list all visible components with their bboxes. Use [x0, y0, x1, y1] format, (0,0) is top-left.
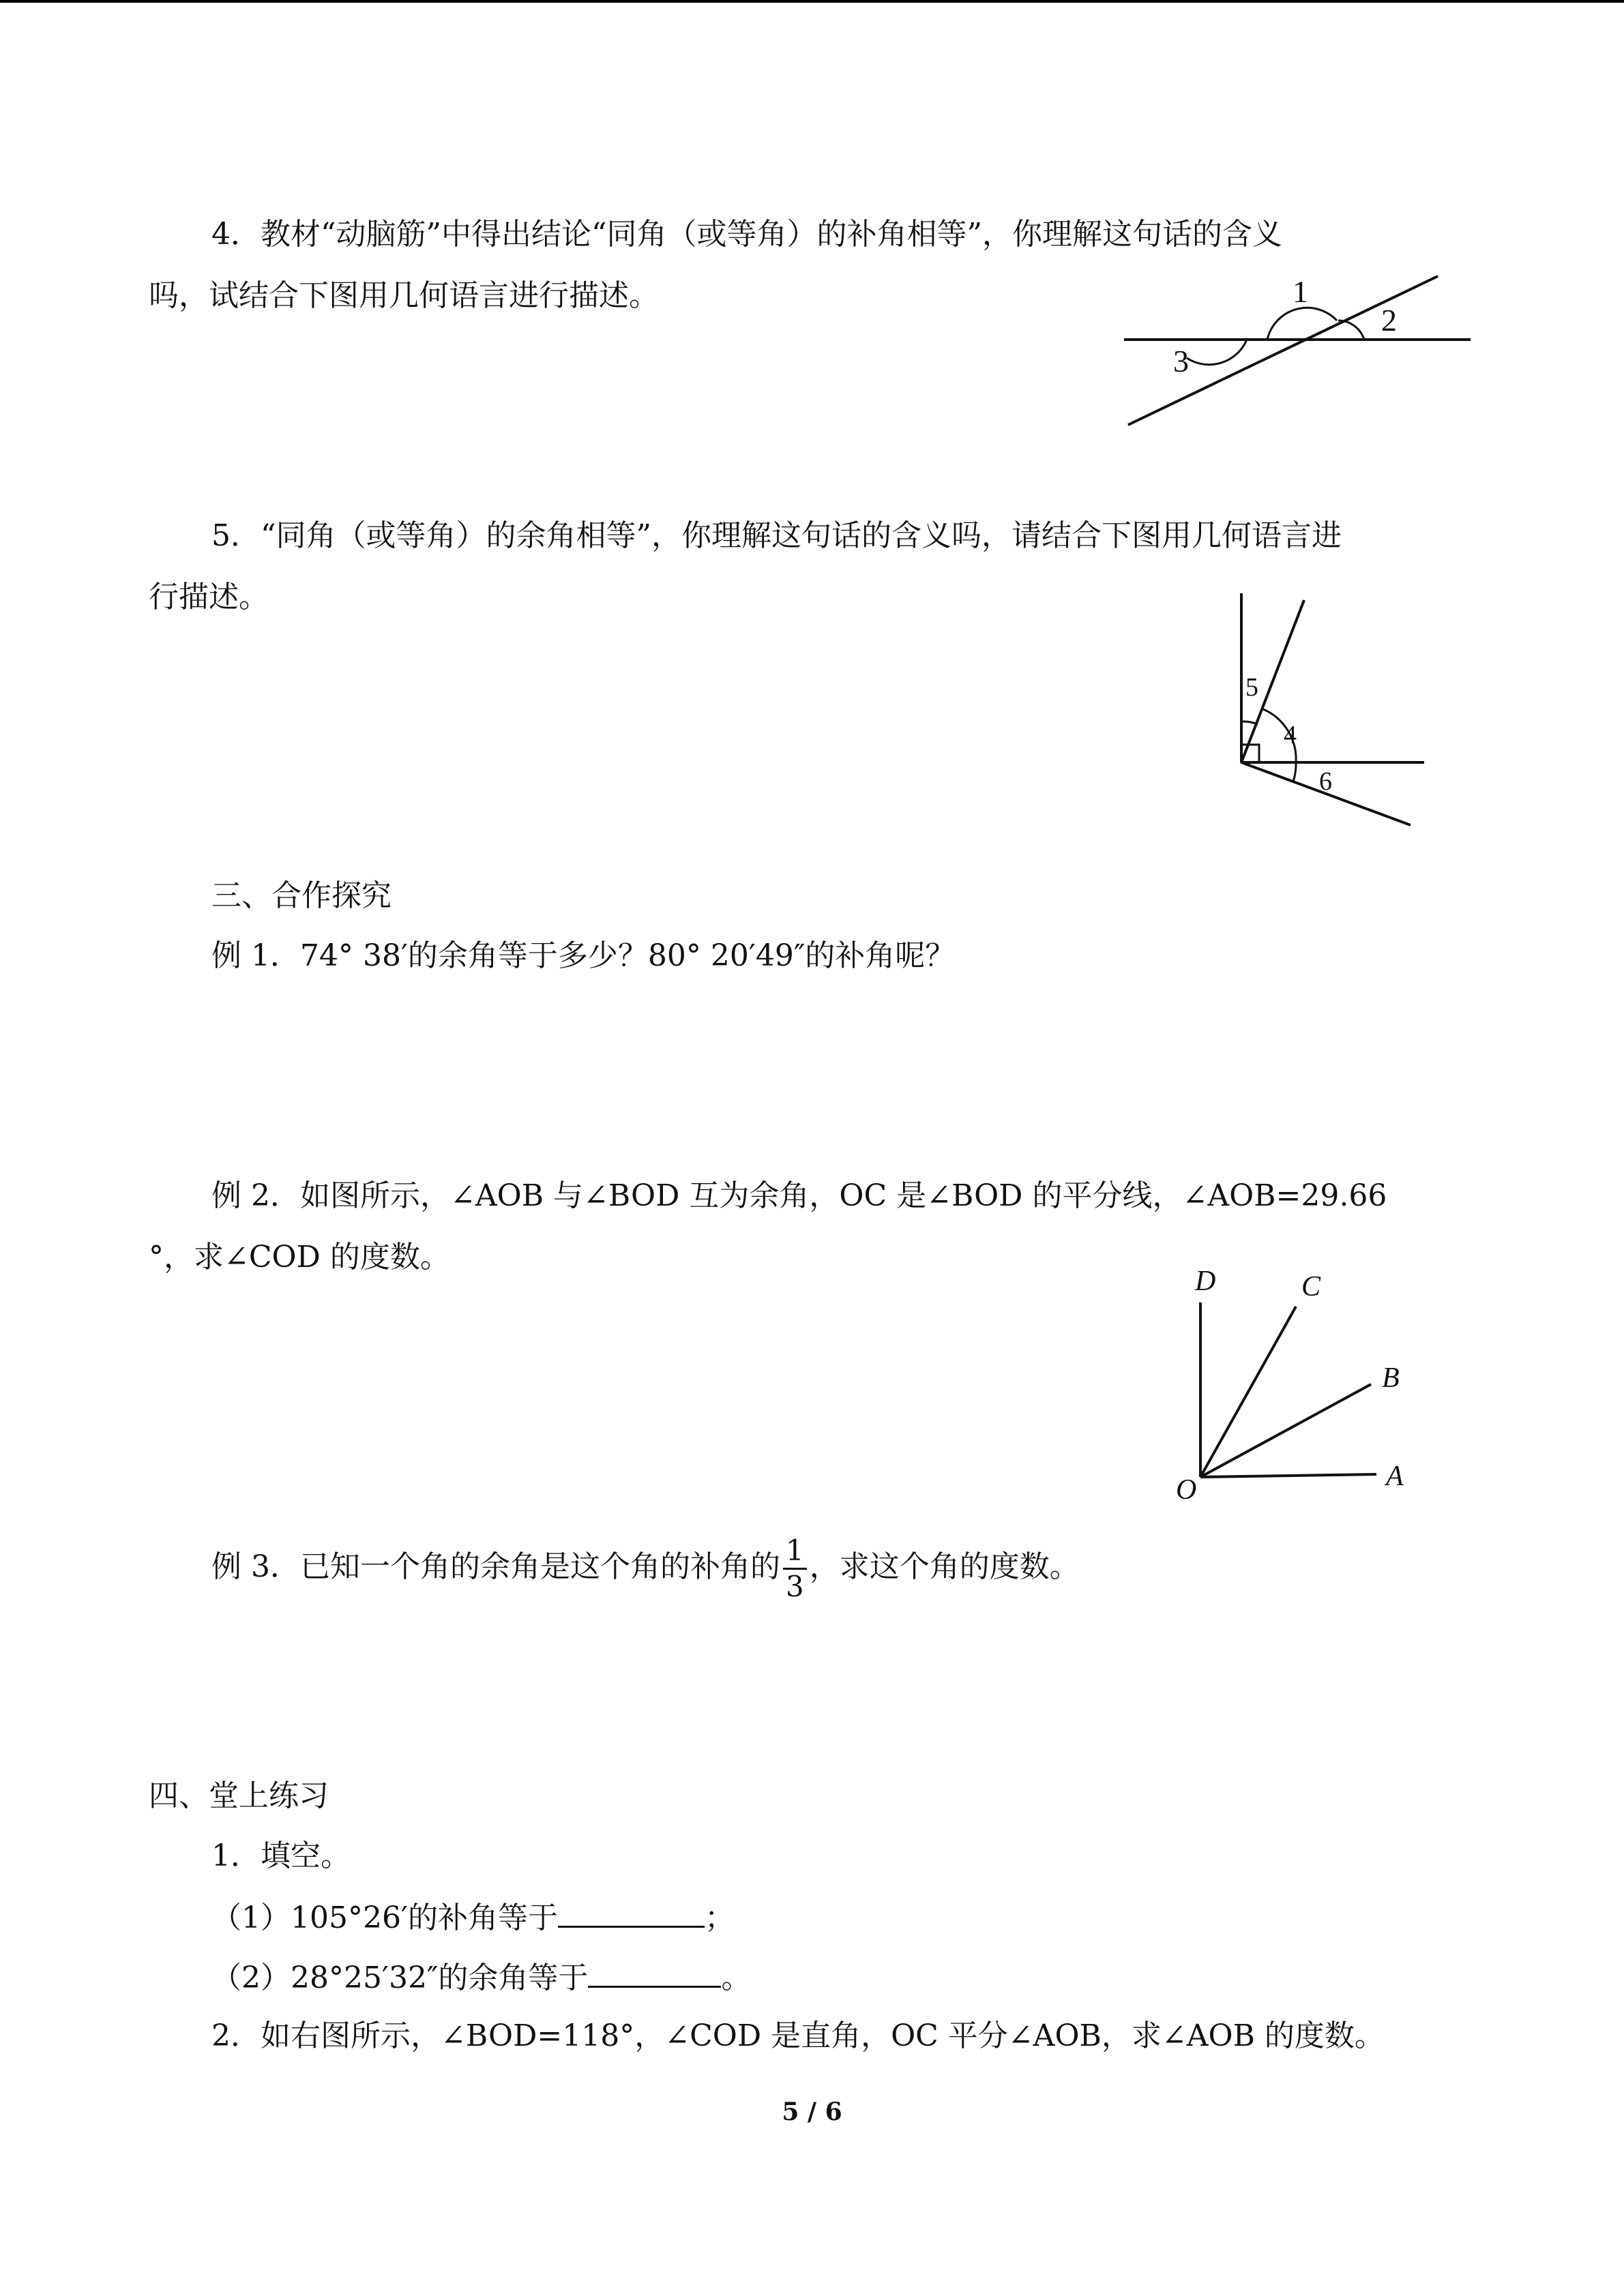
example2-label-c: C	[1301, 1271, 1321, 1302]
q4-text-line1: 4．教材“动脑筋”中得出结论“同角（或等角）的补角相等”，你理解这句话的含义	[211, 217, 1282, 252]
practice1b-prefix: （2）28°25′32″的余角等于	[211, 1960, 589, 1995]
section3-title: 三、合作探究	[211, 878, 392, 913]
example2-label-a: A	[1386, 1461, 1404, 1492]
example3-suffix: ，求这个角的度数。	[809, 1549, 1080, 1584]
practice1b-answer-blank[interactable]	[588, 1956, 721, 1988]
practice2-text: 2．如右图所示，∠BOD=118°，∠COD 是直角，OC 平分∠AOB，求∠AOB 的度数。	[211, 2018, 1385, 2053]
fraction-numerator: 1	[783, 1536, 807, 1570]
page-top-border	[0, 0, 1624, 3]
q5-angle-label-4: 4	[1284, 721, 1297, 749]
example2-figure-rays	[1166, 1262, 1426, 1507]
practice1a-suffix: ；	[704, 1900, 735, 1935]
q4-text-line2: 吗，试结合下图用几何语言进行描述。	[149, 278, 659, 313]
example3-fraction	[783, 1536, 807, 1601]
example2-text-line2: °，求∠COD 的度数。	[149, 1240, 450, 1274]
example3-text	[211, 1533, 1080, 1608]
practice1b-text	[211, 1956, 751, 1999]
q4-angle-label-2: 2	[1381, 303, 1397, 338]
practice1a-text	[211, 1896, 735, 1939]
fraction-denominator: 3	[785, 1570, 804, 1603]
q5-figure-complementary-angles	[1228, 586, 1432, 832]
q4-figure-supplementary-angles	[1119, 269, 1473, 433]
practice1a-prefix: （1）105°26′的补角等于	[211, 1900, 558, 1935]
q5-text-line2: 行描述。	[149, 580, 269, 614]
practice1b-suffix: 。	[721, 1960, 752, 1995]
q5-text-line1: 5．“同角（或等角）的余角相等”，你理解这句话的含义吗，请结合下图用几何语言进	[211, 518, 1342, 553]
example2-text-line1: 例 2．如图所示，∠AOB 与∠BOD 互为余角，OC 是∠BOD 的平分线，∠AOB=29.66	[211, 1178, 1387, 1213]
q4-angle-label-1: 1	[1293, 274, 1308, 309]
practice1-text: 1．填空。	[211, 1838, 351, 1873]
practice1a-answer-blank[interactable]	[558, 1896, 705, 1928]
q5-angle-label-6: 6	[1319, 767, 1332, 796]
example1-text: 例 1．74° 38′的余角等于多少？80° 20′49″的补角呢？	[211, 938, 956, 973]
example2-label-o: O	[1176, 1474, 1197, 1506]
page-number: 5 / 6	[782, 2098, 842, 2126]
example3-prefix: 例 3．已知一个角的余角是这个角的补角的	[211, 1549, 780, 1584]
example2-label-b: B	[1382, 1362, 1400, 1394]
q4-angle-label-3: 3	[1173, 344, 1189, 378]
section4-title: 四、堂上练习	[149, 1778, 329, 1813]
q5-angle-label-5: 5	[1245, 673, 1258, 702]
example2-label-d: D	[1195, 1266, 1216, 1297]
